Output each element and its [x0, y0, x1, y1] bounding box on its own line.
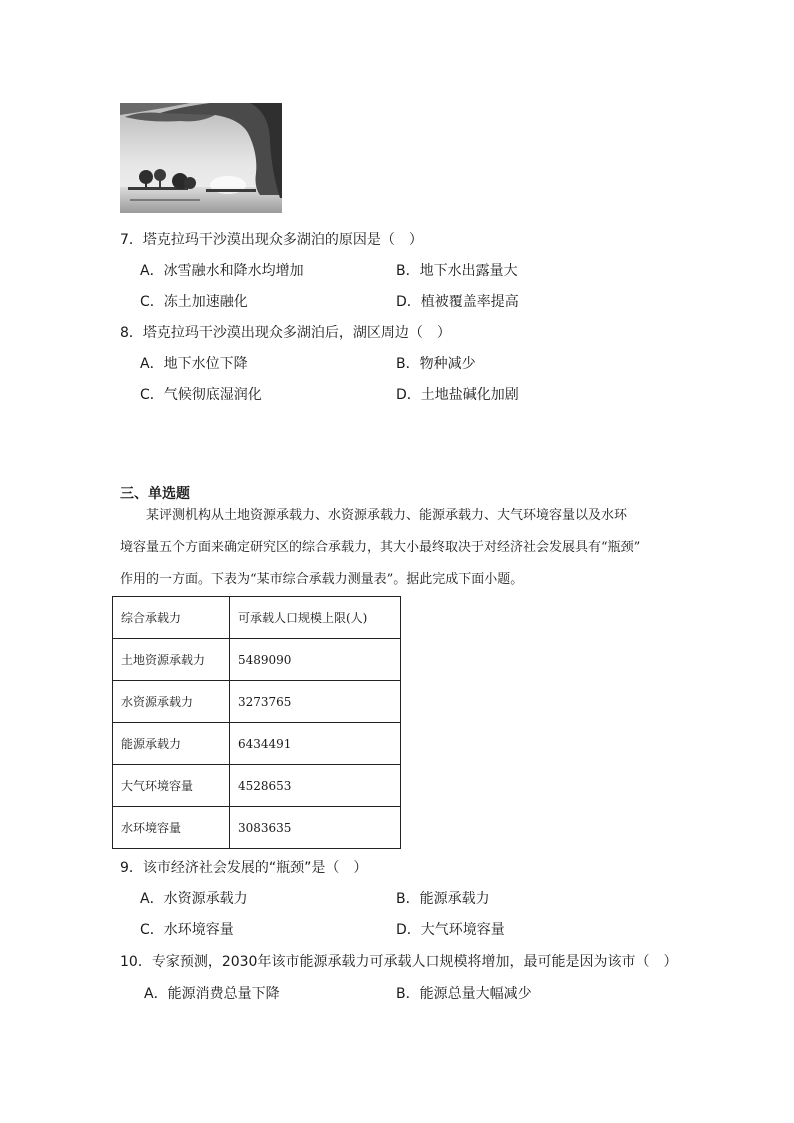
question-8-option-b[interactable]: B．物种减少 — [396, 356, 476, 372]
question-9-option-a[interactable]: A．水资源承载力 — [140, 891, 248, 907]
intro-line: 境容量五个方面来确定研究区的综合承载力，其大小最终取决于对经济社会发展具有“瓶颈” — [120, 540, 641, 555]
capacity-table — [112, 596, 401, 849]
question-9-stem: 9．该市经济社会发展的“瓶颈”是（ ） — [120, 860, 368, 876]
lake-tree-photo — [120, 103, 282, 213]
question-9-option-d[interactable]: D．大气环境容量 — [396, 922, 505, 938]
intro-line: 某评测机构从土地资源承载力、水资源承载力、能源承载力、大气环境容量以及水环 — [120, 508, 628, 523]
question-7-option-b[interactable]: B．地下水出露量大 — [396, 263, 518, 279]
question-8-option-c[interactable]: C．气候彻底湿润化 — [140, 387, 262, 403]
table-row — [113, 765, 401, 807]
question-10-option-a[interactable]: A．能源消费总量下降 — [144, 986, 280, 1002]
question-8-stem: 8．塔克拉玛干沙漠出现众多湖泊后，湖区周边（ ） — [120, 325, 451, 341]
question-8-option-d[interactable]: D．土地盐碱化加剧 — [396, 387, 519, 403]
table-cell: 能源承载力 — [113, 723, 230, 765]
table-row — [113, 681, 401, 723]
question-7-option-c[interactable]: C．冻土加速融化 — [140, 294, 248, 310]
table-header-cell: 综合承载力 — [113, 597, 230, 639]
question-7-option-a[interactable]: A．冰雪融水和降水均增加 — [140, 263, 304, 279]
table-cell: 3083635 — [230, 807, 401, 849]
intro-line: 作用的一方面。下表为“某市综合承载力测量表”。据此完成下面小题。 — [120, 572, 524, 587]
question-9-option-c[interactable]: C．水环境容量 — [140, 922, 234, 938]
table-header-row — [113, 597, 401, 639]
table-cell: 5489090 — [230, 639, 401, 681]
intro-paragraph — [120, 500, 680, 596]
question-8-option-a[interactable]: A．地下水位下降 — [140, 356, 248, 372]
table-cell: 6434491 — [230, 723, 401, 765]
table-header-cell: 可承载人口规模上限(人) — [230, 597, 401, 639]
table-row — [113, 639, 401, 681]
table-cell: 4528653 — [230, 765, 401, 807]
question-7-stem: 7．塔克拉玛干沙漠出现众多湖泊的原因是（ ） — [120, 232, 423, 248]
question-10-option-b[interactable]: B．能源总量大幅减少 — [396, 986, 532, 1002]
table-cell: 水环境容量 — [113, 807, 230, 849]
question-7-option-d[interactable]: D．植被覆盖率提高 — [396, 294, 519, 310]
table-cell: 3273765 — [230, 681, 401, 723]
question-10-stem: 10．专家预测，2030年该市能源承载力可承载人口规模将增加，最可能是因为该市（ ） — [120, 954, 678, 970]
table-cell: 大气环境容量 — [113, 765, 230, 807]
table-cell: 土地资源承载力 — [113, 639, 230, 681]
section-heading: 三、单选题 — [120, 486, 190, 502]
table-row — [113, 723, 401, 765]
question-9-option-b[interactable]: B．能源承载力 — [396, 891, 490, 907]
table-cell: 水资源承载力 — [113, 681, 230, 723]
table-row — [113, 807, 401, 849]
